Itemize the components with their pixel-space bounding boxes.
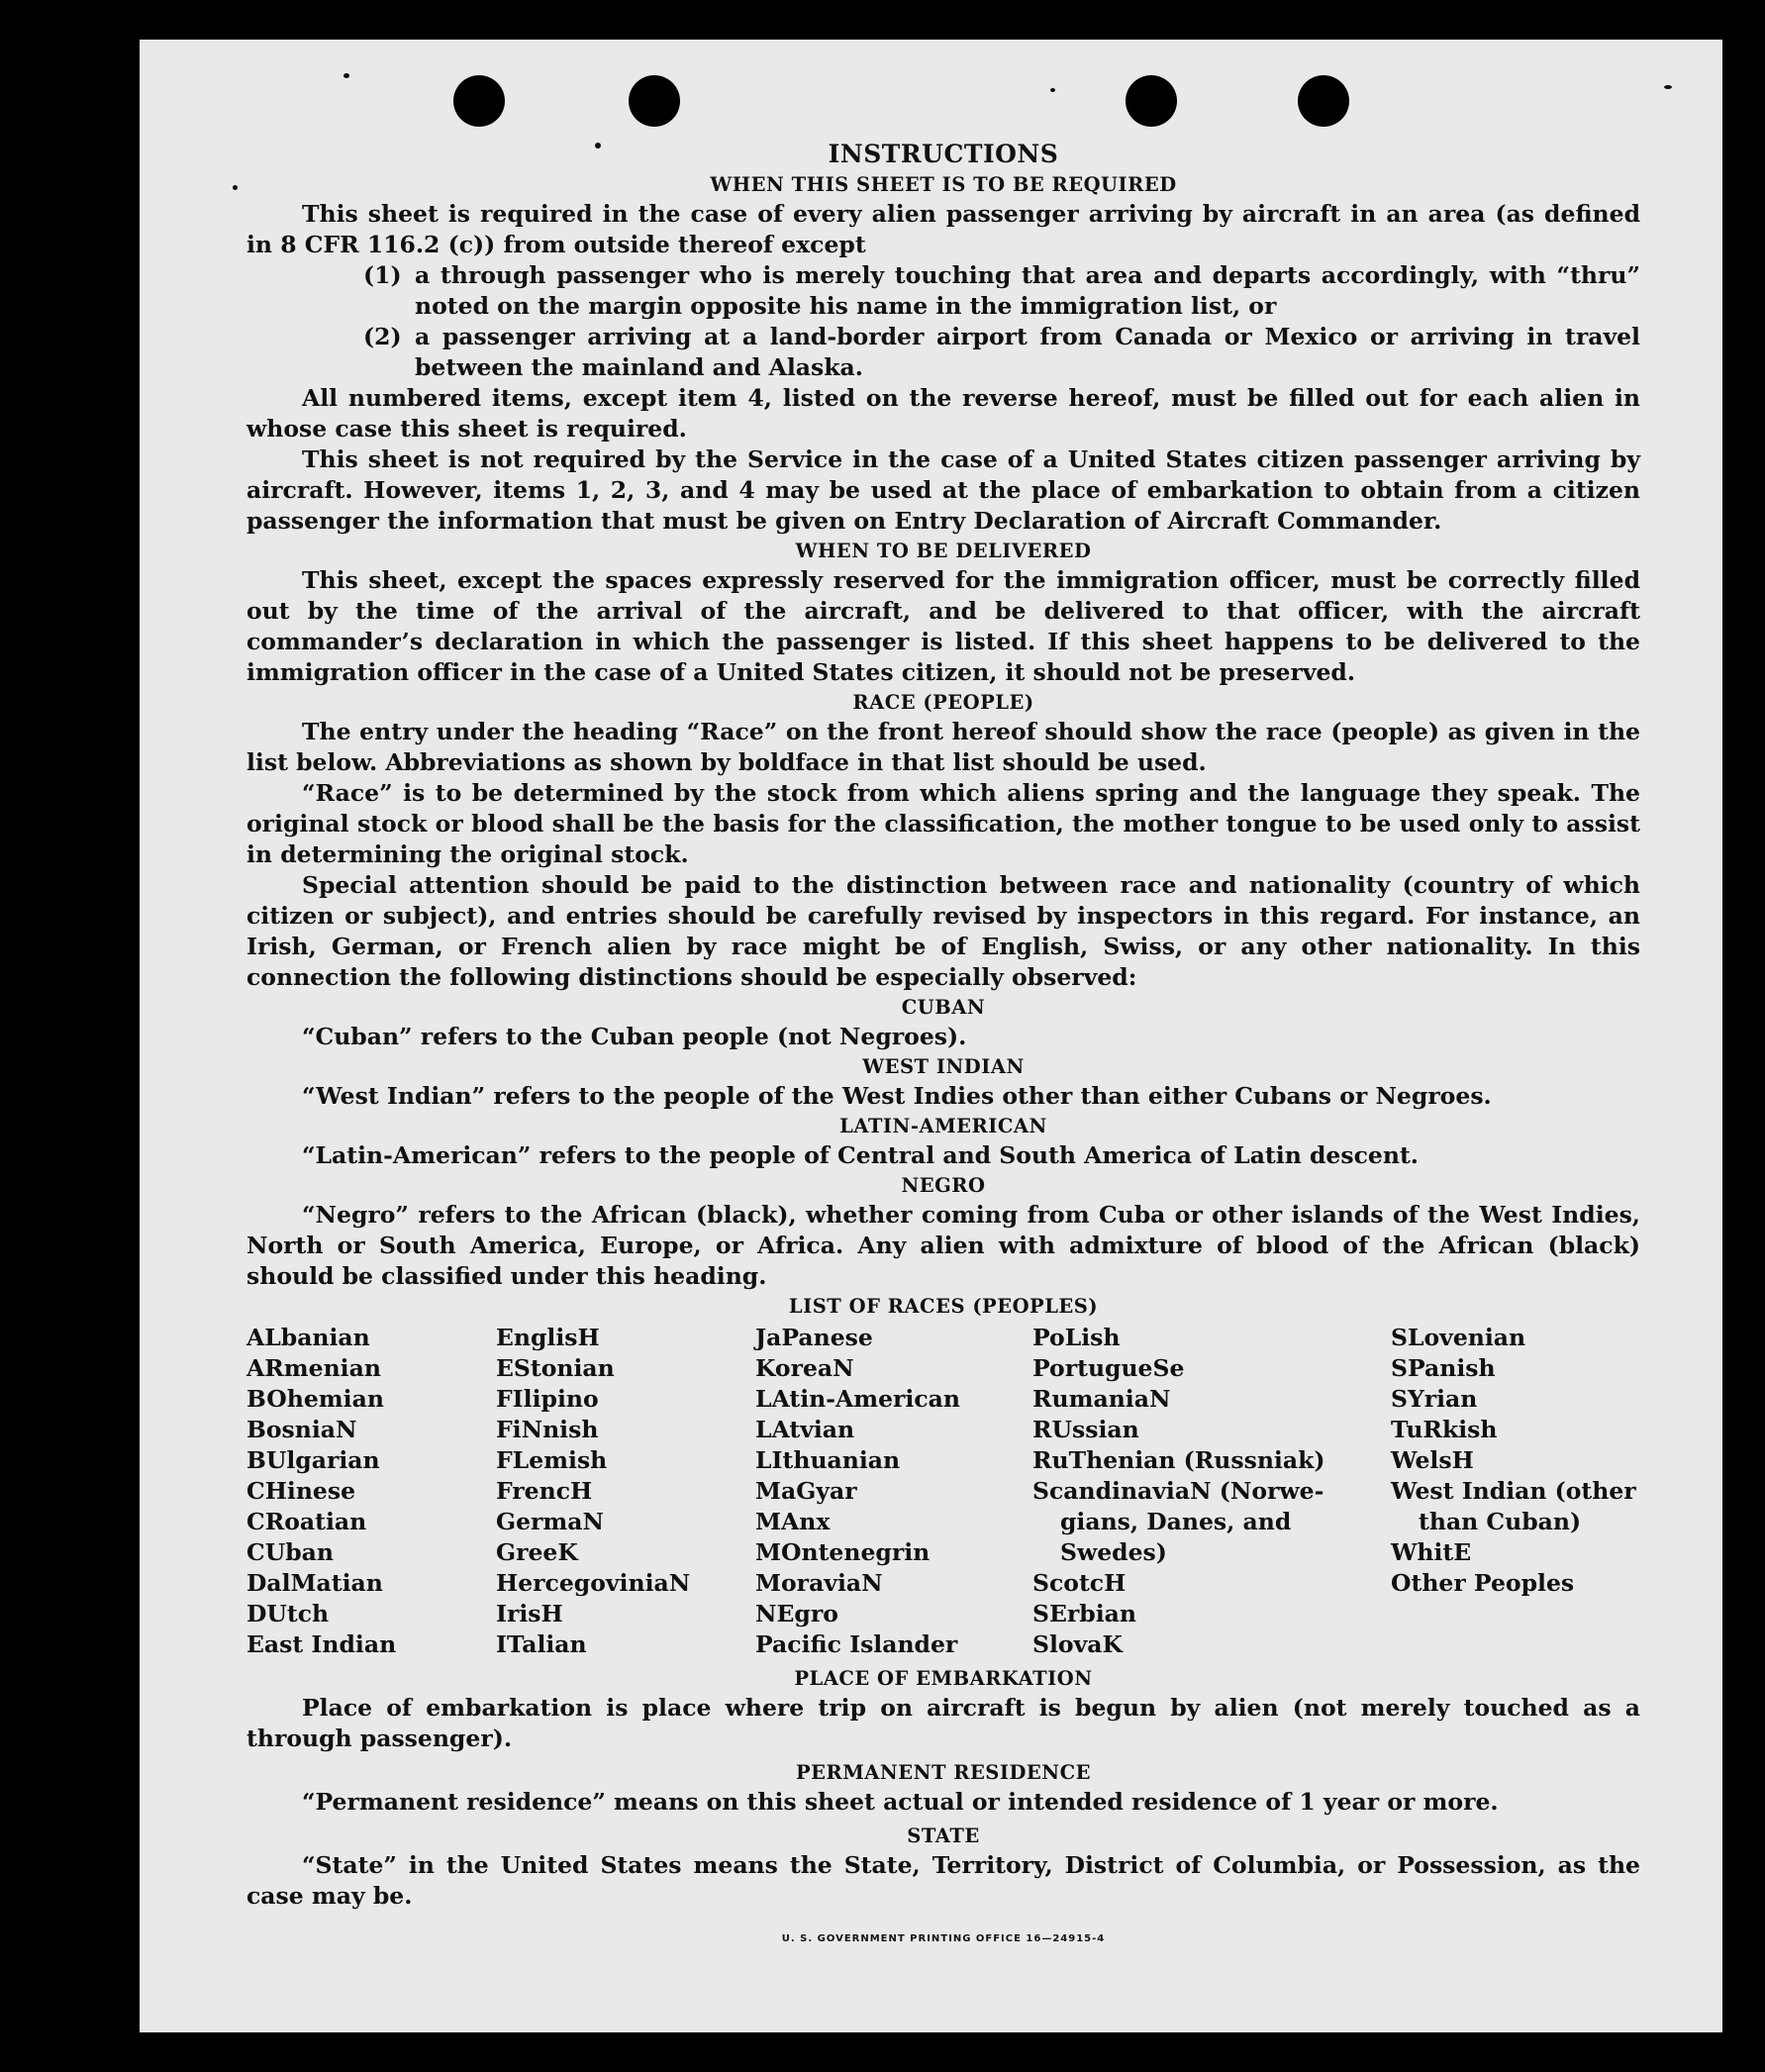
- race-entry: EnglisH: [496, 1324, 600, 1351]
- race-entry: WhitE: [1391, 1538, 1472, 1566]
- race-entry: FrencH: [496, 1477, 593, 1505]
- heading-cuban: CUBAN: [901, 996, 986, 1019]
- race-entry-continuation: Swedes): [1060, 1538, 1167, 1566]
- item-text: a through passenger who is merely touching that area and departs accordingly, with “thru” noted on the margin opposite his name in the immigration list, or: [415, 261, 1640, 320]
- list-item: [246, 322, 1640, 383]
- instructions-content: [246, 139, 1640, 1954]
- race-entry: SYrian: [1391, 1385, 1478, 1413]
- race-entry: ScandinaviaN (Norwe-: [1032, 1477, 1324, 1505]
- race-entry: PoLish: [1032, 1324, 1121, 1351]
- race-entry: LAtin-American: [755, 1385, 960, 1413]
- race-entry: FLemish: [496, 1446, 608, 1474]
- paragraph: Special attention should be paid to the distinction between race and nationality (country of which citizen or subject), and entries should be carefully revised by inspectors in this regard. For instance, an Irish, German, or French alien by race might be of English, Swiss, or any other nationality. In this connection the following distinctions should be especially observed:: [246, 871, 1640, 991]
- race-entry: DUtch: [246, 1600, 330, 1628]
- race-entry: Other Peoples: [1391, 1569, 1575, 1597]
- paragraph: “West Indian” refers to the people of the West Indies other than either Cubans or Negroes.: [302, 1082, 1492, 1110]
- race-entry: KoreaN: [755, 1354, 854, 1382]
- paragraph: “Permanent residence” means on this sheet actual or intended residence of 1 year or more.: [302, 1788, 1499, 1816]
- item-number: (1): [363, 261, 402, 289]
- race-entry: TuRkish: [1391, 1416, 1498, 1443]
- race-entry: NEgro: [755, 1600, 838, 1628]
- race-entry: WelsH: [1391, 1446, 1474, 1474]
- race-entry: BOhemian: [246, 1385, 384, 1413]
- heading-negro: NEGRO: [901, 1174, 986, 1197]
- heading-latin-american: LATIN-AMERICAN: [839, 1115, 1047, 1137]
- race-entry: RUssian: [1032, 1416, 1139, 1443]
- race-entry: FIlipino: [496, 1385, 599, 1413]
- race-entry: CHinese: [246, 1477, 356, 1505]
- paragraph: Place of embarkation is place where trip on aircraft is begun by alien (not merely touched as a through passenger).: [246, 1694, 1640, 1752]
- races-column-3: [755, 1323, 1032, 1660]
- race-entry: EStonian: [496, 1354, 615, 1382]
- item-number: (2): [363, 323, 402, 350]
- race-entry: RuThenian (Russniak): [1032, 1446, 1325, 1474]
- races-column-2: [496, 1323, 755, 1660]
- race-entry: ITalian: [496, 1630, 587, 1658]
- item-text: a passenger arriving at a land-border airport from Canada or Mexico or arriving in travel between the mainland and Alaska.: [415, 323, 1640, 381]
- race-entry: RumaniaN: [1032, 1385, 1171, 1413]
- race-entry: Pacific Islander: [755, 1630, 958, 1658]
- race-entry: MOntenegrin: [755, 1538, 931, 1566]
- race-entry: MoraviaN: [755, 1569, 883, 1597]
- race-entry: MaGyar: [755, 1477, 857, 1505]
- punch-hole: [1126, 75, 1177, 127]
- heading-list-of-races: LIST OF RACES (PEOPLES): [788, 1295, 1099, 1318]
- races-column-4: [1032, 1323, 1391, 1660]
- race-entry: CUban: [246, 1538, 334, 1566]
- heading-when-required: WHEN THIS SHEET IS TO BE REQUIRED: [710, 173, 1177, 196]
- speck: [233, 185, 238, 190]
- race-entry: BUlgarian: [246, 1446, 380, 1474]
- paragraph: “Cuban” refers to the Cuban people (not Negroes).: [302, 1023, 967, 1050]
- race-entry: SLovenian: [1391, 1324, 1526, 1351]
- heading-place-of-embarkation: PLACE OF EMBARKATION: [794, 1667, 1093, 1690]
- race-entry: ScotcH: [1032, 1569, 1127, 1597]
- race-entry: BosniaN: [246, 1416, 357, 1443]
- paragraph: This sheet is required in the case of every alien passenger arriving by aircraft in an area (as defined in 8 CFR 116.2 (c)) from outside thereof except: [246, 200, 1640, 258]
- race-entry: CRoatian: [246, 1508, 367, 1535]
- punch-hole: [453, 75, 505, 127]
- race-entry: HercegoviniaN: [496, 1569, 691, 1597]
- races-column-1: [246, 1323, 496, 1660]
- race-entry: FiNnish: [496, 1416, 599, 1443]
- race-entry: LAtvian: [755, 1416, 855, 1443]
- list-item: [246, 260, 1640, 322]
- race-entry: SErbian: [1032, 1600, 1136, 1628]
- race-entry: LIthuanian: [755, 1446, 901, 1474]
- race-entry: SPanish: [1391, 1354, 1496, 1382]
- heading-race: RACE (PEOPLE): [852, 691, 1034, 714]
- heading-west-indian: WEST INDIAN: [862, 1055, 1025, 1078]
- speck: [1664, 85, 1672, 89]
- paragraph: The entry under the heading “Race” on the front hereof should show the race (people) as given in the list below. Abbreviations as shown by boldface in that list should be used.: [246, 718, 1640, 776]
- paragraph: “Race” is to be determined by the stock from which aliens spring and the language they speak. The original stock or blood shall be the basis for the classification, the mother tongue to be used only to assist in determining the original stock.: [246, 779, 1640, 868]
- speck: [343, 73, 349, 78]
- race-entry: ARmenian: [246, 1354, 381, 1382]
- race-entry: JaPanese: [755, 1324, 873, 1351]
- document-sheet: [140, 40, 1722, 2032]
- race-entry: ALbanian: [246, 1324, 370, 1351]
- race-entry: MAnx: [755, 1508, 831, 1535]
- paragraph: “State” in the United States means the State, Territory, District of Columbia, or Possession, as the case may be.: [246, 1851, 1640, 1910]
- heading-state: STATE: [907, 1825, 980, 1847]
- races-column-5: [1391, 1323, 1640, 1660]
- race-entry: East Indian: [246, 1630, 397, 1658]
- race-entry: West Indian (other: [1391, 1477, 1636, 1505]
- race-entry: GermaN: [496, 1508, 604, 1535]
- paragraph: “Negro” refers to the African (black), whether coming from Cuba or other islands of the West Indies, North or South America, Europe, or Africa. Any alien with admixture of blood of the African (black) should be classified under this heading.: [246, 1201, 1640, 1290]
- page-title: INSTRUCTIONS: [828, 140, 1059, 168]
- speck: [1050, 88, 1055, 92]
- paragraph: This sheet is not required by the Service in the case of a United States citizen passenger arriving by aircraft. However, items 1, 2, 3, and 4 may be used at the place of embarkation to obtain from a citizen passenger the information that must be given on Entry Declaration of Aircraft Commander.: [246, 445, 1640, 535]
- race-entry-continuation: gians, Danes, and: [1060, 1508, 1292, 1535]
- paragraph: This sheet, except the spaces expressly reserved for the immigration officer, must be correctly filled out by the time of the arrival of the aircraft, and be delivered to that officer, with the aircraft commander’s declaration in which the passenger is listed. If this sheet happens to be delivered to the immigration officer in the case of a United States citizen, it should not be preserved.: [246, 566, 1640, 686]
- paragraph: “Latin-American” refers to the people of Central and South America of Latin descent.: [302, 1141, 1419, 1169]
- punch-hole: [629, 75, 680, 127]
- paragraph: All numbered items, except item 4, listed on the reverse hereof, must be filled out for each alien in whose case this sheet is required.: [246, 384, 1640, 443]
- races-list: [246, 1323, 1640, 1660]
- race-entry: IrisH: [496, 1600, 563, 1628]
- printing-office-footer: U. S. GOVERNMENT PRINTING OFFICE 16—24915-4: [781, 1933, 1106, 1944]
- race-entry: GreeK: [496, 1538, 578, 1566]
- race-entry: PortugueSe: [1032, 1354, 1185, 1382]
- race-entry-continuation: than Cuban): [1419, 1508, 1582, 1535]
- race-entry: DalMatian: [246, 1569, 383, 1597]
- heading-permanent-residence: PERMANENT RESIDENCE: [795, 1761, 1091, 1784]
- race-entry: SlovaK: [1032, 1630, 1123, 1658]
- heading-when-delivered: WHEN TO BE DELIVERED: [795, 540, 1092, 562]
- punch-hole: [1298, 75, 1349, 127]
